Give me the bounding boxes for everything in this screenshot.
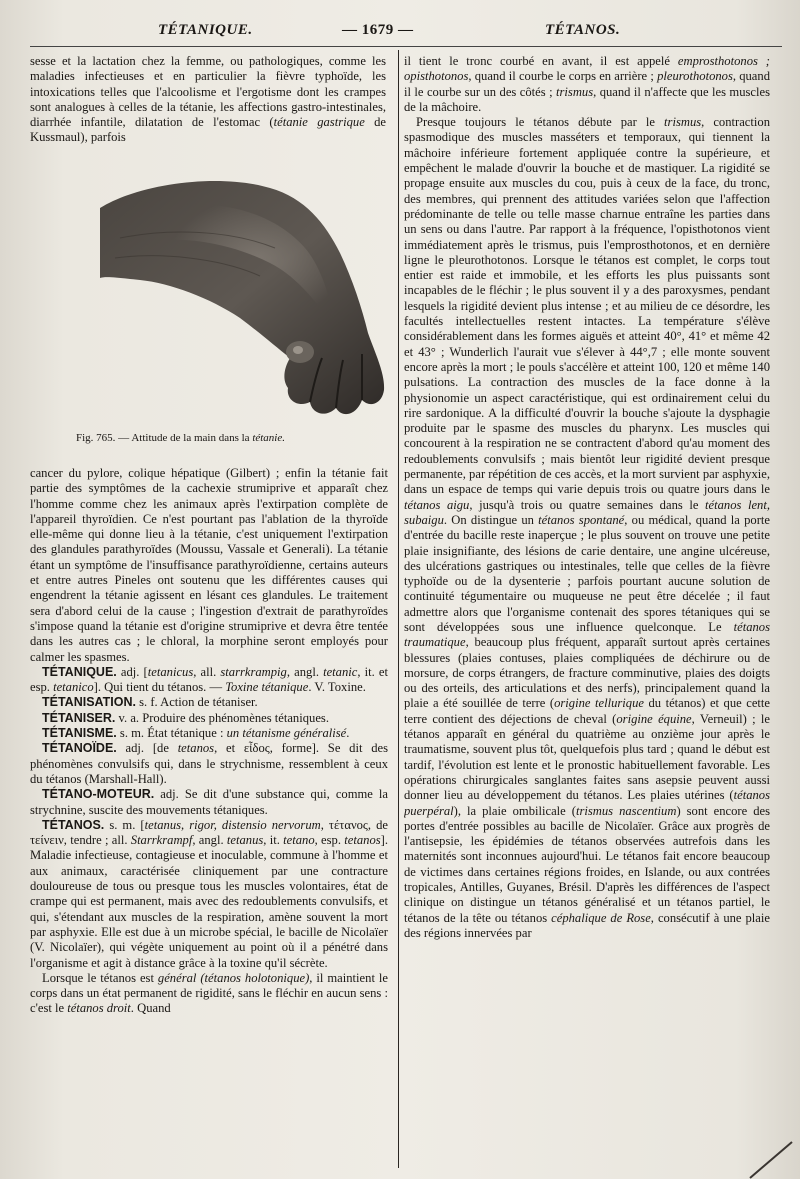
paragraph: il tient le tronc courbé en avant, il est appelé emprosthotonos ; opisthotonos, quand il courbe le corps en arrière ; pleurothotonos, quand il le courbe sur un des côtés ; trismus, quand il n'affecte que les muscles de la mâchoire.	[404, 54, 770, 114]
italic-term: tétanie gastrique	[273, 115, 365, 130]
headword: TÉTANOS.	[42, 817, 105, 832]
page-number: — 1679 —	[342, 22, 414, 38]
entry-tetanoide: TÉTANOÏDE. adj. [de tetanos, et εἶδος, forme]. Se dit des phénomènes convulsifs qui, dans le strychnisme, ressemblent à ceux du tétanos (Marshall-Hall).	[30, 741, 388, 786]
text-run: sesse et la lactation chez la femme, ou pathologiques, comme les maladies infectieuses et en particulier la fièvre typhoïde, les intoxications telles que l'alcoolisme et l'ergotisme dont les crampes sont analogues à celles de la tétanie, les affections gastro-intestinales, diarrhée infantile, dilatation de l'estomac (	[30, 54, 386, 130]
headword: TÉTANISER.	[42, 710, 116, 725]
right-column-text	[404, 54, 770, 1171]
paragraph: cancer du pylore, colique hépatique (Gilbert) ; enfin la tétanie fait partie des symptômes de la cachexie strumiprive et apparaît chez l'homme comme chez les animaux après l'extirpation complète de l'appareil thyroïdien. Ce n'est pourtant pas l'ablation de la thyroïde elle-même qui donne lieu à la tétanie, c'est uniquement l'extirpation des glandules parathyroïdes (Moussu, Vassale et Generali). La tétanie étant un symptôme de l'insuffisance parathyroïdienne, certains auteurs et entre autres Pineles ont soutenu que les différentes causes qui engendrent la tétanie agissent en lésant ces glandules. Le traitement sera d'abord celui de la cause ; l'ingestion d'extrait de parathyroïdes s'impose quand la tétanie est d'origine strumiprive et devra être tentée dans les autres cas ; le chloral, la morphine seront employés pour calmer les spasmes.	[30, 466, 388, 664]
running-header	[0, 22, 800, 44]
entry-tetanisation: TÉTANISATION. s. f. Action de tétaniser.	[42, 695, 258, 710]
paragraph: Lorsque le tétanos est général (tétanos holotonique), il maintient le corps dans un état permanent de rigidité, sans le fléchir en aucun sens : c'est le tétanos droit. Quand	[30, 970, 388, 1016]
hand-illustration	[100, 168, 396, 420]
column-separator	[398, 50, 399, 1168]
entry-tetano-moteur: TÉTANO-MOTEUR. adj. Se dit d'une substance qui, comme la strychnine, suscite des mouvements tétaniques.	[30, 787, 388, 817]
hand-drawing	[100, 168, 396, 420]
entry-tetanisme: TÉTANISME. s. m. État tétanique : un tétanisme généralisé.	[42, 726, 350, 741]
header-left-word: TÉTANIQUE.	[158, 22, 253, 38]
figure-caption	[76, 432, 388, 444]
header-right-word: TÉTANOS.	[545, 22, 621, 38]
headword: TÉTANOÏDE.	[42, 741, 117, 756]
figure-number: Fig. 765. —	[76, 432, 130, 444]
thumbnail	[293, 346, 303, 354]
text-run: de Kussmaul), parfois	[30, 115, 386, 145]
caption-text: Attitude de la main dans la	[131, 432, 250, 444]
paragraph: Presque toujours le tétanos débute par le trismus, contraction spasmodique des muscles masséters et temporaux, qui tiennent la mâchoire inférieure fortement appliquée contre la supérieure, et empêchent le malade d'ouvrir la bouche et de mastiquer. La rigidité se propage ensuite aux muscles du cou, puis à ceux de la face, du tronc, des membres, qui prennent des attitudes variées selon que l'affection prédominante de telle ou telle masse charnue entraîne les parties dans un sens ou dans l'autre. Par rapport à la fréquence, l'opisthotonos vient immédiatement après le trismus, puis l'emprosthotonos, et en dernière ligne le pleurothotonos. Lorsque le tétanos est complet, le corps tout entier est raide et immobile, et les efforts les plus puissants sont incapables de le fléchir ; le plus souvent il y a des paroxysmes, pendant lesquels la rigidité devient plus intense ; et au milieu de ce désordre, les facultés intellectuelles restent intactes. La température s'élève considérablement dans les formes aiguës et atteint 40°, 41° et même 42 et 43° ; Wunderlich l'aurait vue s'élever à 44°,7 ; elle monte souvent encore après la mort ; le pouls s'accélère et atteint 100, 120 et même 140 pulsations. La contraction des muscles de la face donne à la physionomie un aspect caractéristique, qui est ordinairement celui du rire sardonique. A la difficulté d'ouvrir la bouche s'ajoute la dysphagie produite par le spasme des muscles du pharynx. Les muscles qui concourent à la respiration ne se contractent d'abord qu'au moment des redoublements convulsifs ; mais bientôt leur rigidité devient presque permanente, par répétition de ces accès, et la mort survient par asphyxie, dans un espace de temps qui varie depuis trois ou quatre jours dans le tétanos aigu, jusqu'à trois ou quatre semaines dans le tétanos lent, subaigu. On distingue un tétanos spontané, ou médical, quand la porte d'entrée du bacille reste inaperçue ; le plus souvent on trouve une petite plaie insignifiante, des lésions de carie dentaire, une angine ulcéreuse, des ulcérations gastriques ou intestinales, telle que celles de la fièvre typhoïde ou de la dysenterie ; parfois pourtant aucune solution de continuité tégumentaire ou muqueuse ne peut être décelée ; il faut admettre alors que l'organisme contenait des spores tétaniques qui se sont développées sous une influence quelconque. Le tétanos traumatique, beaucoup plus fréquent, apparaît surtout après certaines blessures (plaies contuses, plaies compliquées de déchirure ou de morsure, de corps étrangers, de fracture comminutive, plaies des doigts ou des orteils, des articulations et des nerfs), principalement quand la plaie a été souillée de terre (origine tellurique du tétanos) et que cette terre contient des déjections de cheval (origine équine, Verneuil) ; le tétanos apparaît en général du quatrième au onzième jour après le traumatisme, souvent plus tôt, quelquefois plus tard ; quand le début est tardif, l'évolution est lente et le pronostic habituellement favorable. Les opérations chirurgicales sanglantes faites sans asepsie peuvent aussi donner lieu au développement du tétanos. Les plaies utérines (tétanos puerpéral), la plaie ombilicale (trismus nascentium) sont encore des portes d'entrée possibles au bacille de Nicolaïer. Grâce aux progrès de l'antisepsie, les épidémies de tétanos observées autrefois dans les maternités sont inconnues aujourd'hui. Le tétanos fait encore beaucoup de victimes dans certaines régions froides, en Islande, ou aux contrées tropicales, Antilles, Guyanes, Brésil. D'après les différences de l'aspect clinique on distingue un tétanos généralisé et un tétanos partiel, le tétanos de la tête ou tétanos céphalique de Rose, consécutif à une plaie des régions innervées par	[404, 115, 770, 940]
headword: TÉTANISATION.	[42, 695, 136, 710]
entry-tetaniser: TÉTANISER. v. a. Produire des phénomènes tétaniques.	[42, 710, 329, 725]
headword: TÉTANISME.	[42, 726, 117, 741]
pen-mark	[740, 1140, 800, 1179]
entry-tetanique: TÉTANIQUE. adj. [tetanicus, all. starrkrampig, angl. tetanic, it. et esp. tetanico]. Qui tient du tétanos. — Toxine tétanique. V. Toxine.	[30, 664, 388, 695]
header-rule	[30, 46, 782, 47]
left-column-top-text	[30, 54, 386, 164]
headword: TÉTANIQUE.	[42, 664, 117, 679]
caption-italic: tétanie.	[252, 432, 285, 444]
entry-tetanos: TÉTANOS. s. m. [tetanus, rigor, distensio nervorum, τέτανος, de τείνειν, tendre ; all. Starrkrampf, angl. tetanus, it. tetano, esp. tetanos]. Maladie infectieuse, contagieuse et inoculable, commune à l'homme et aux animaux, caractérisée cliniquement par une contracture douloureuse de tous ou presque tous les muscles volontaires, état de crampe qui est permanent, mais avec des redoublements convulsifs, et qui, s'étendant aux muscles de la respiration, amène souvent la mort par asphyxie. Elle est due à un microbe spécial, le bacille de Nicolaïer (V. Nicolaïer), qui végète uniquement au point où il a pénétré dans l'organisme et agit à distance grâce à la toxine qu'il sécrète.	[30, 817, 388, 970]
headword: TÉTANO-MOTEUR.	[42, 787, 155, 802]
paragraph	[30, 54, 386, 146]
left-column-bottom-text	[30, 466, 388, 1171]
